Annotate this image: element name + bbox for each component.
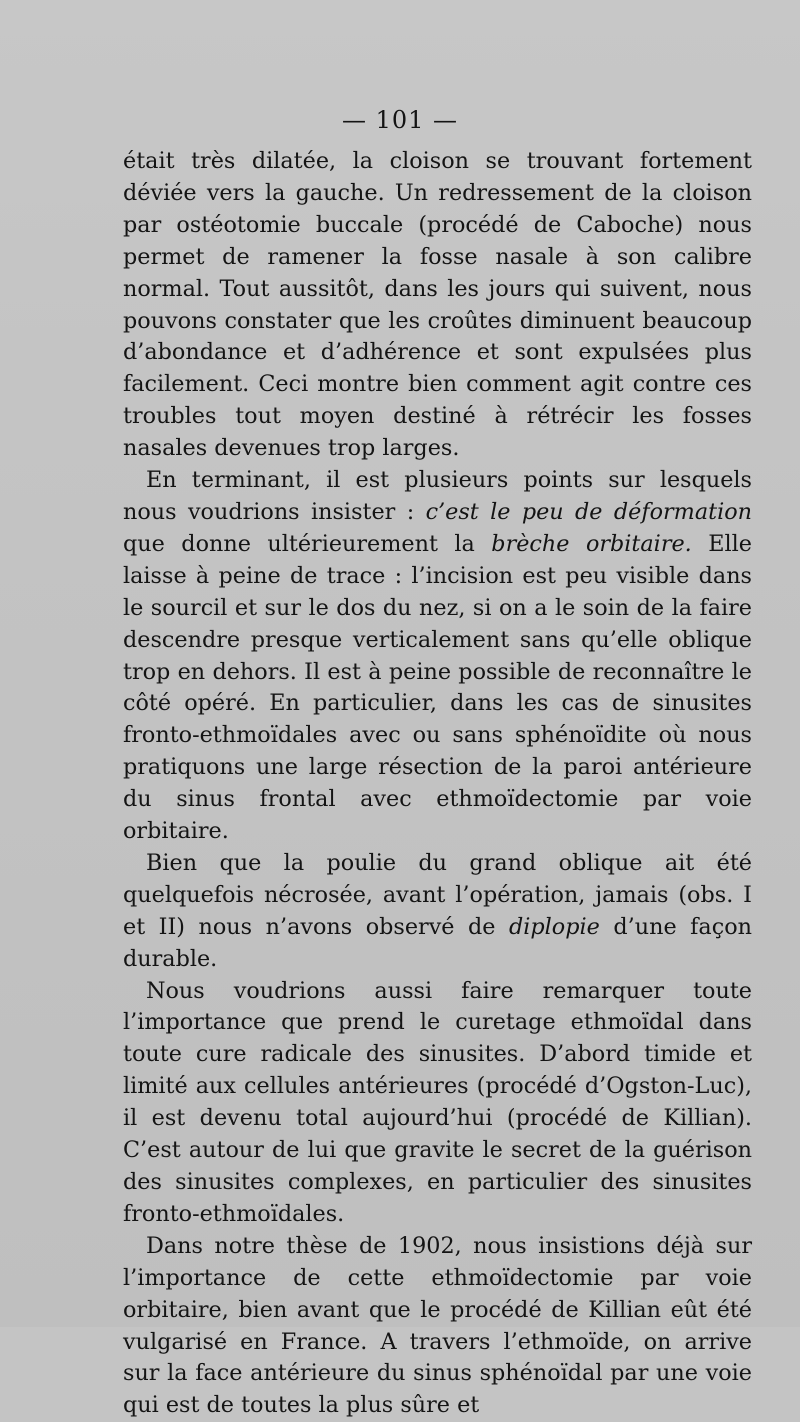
italic-text: c’est le peu de déformation: [425, 498, 752, 525]
paragraph: [123, 976, 752, 1231]
text-run: En terminant, il est plusieurs points sur lesquels nous voudrions insister :: [123, 467, 752, 525]
text-run: Elle laisse à peine de trace : l’incision est peu visible dans le sourcil et sur le dos du nez, si on a le soin de la faire descendre presque verticalement sans qu’elle oblique trop en dehors. Il est à peine possible de reconnaître le côté opéré. En particulier, dans les cas de sinusites fronto-ethmoïdales avec ou sans sphénoïdite où nous pratiquons une large résection de la paroi antérieure du sinus frontal avec ethmoïdectomie par voie orbitaire.: [123, 530, 752, 845]
text-run: était très dilatée, la cloison se trouvant fortement déviée vers la gauche. Un redressement de la cloison par ostéotomie buccale (procédé de Caboche) nous permet de ramener la fosse nasale à son calibre normal. Tout aussitôt, dans les jours qui suivent, nous pouvons constater que les croûtes diminuent beaucoup d’abondance et d’adhérence et sont expulsées plus facilement. Ceci montre bien comment agit contre ces troubles tout moyen destiné à rétrécir les fosses nasales devenues trop larges.: [123, 148, 752, 462]
page-number: — 101 —: [341, 106, 459, 134]
italic-text: diplopie: [509, 913, 600, 940]
text-run: que donne ultérieurement la: [123, 530, 492, 557]
body-text: [123, 146, 752, 1422]
text-run: Bien que la poulie du grand oblique ait été quelquefois nécrosée, avant l’opération, jamais (obs. I et II) nous n’avons observé de: [123, 849, 752, 940]
paragraph: [123, 465, 752, 848]
text-run: Dans notre thèse de 1902, nous insistions déjà sur l’importance de cette ethmoïdectomie par voie orbitaire, bien avant que le procédé de Killian eût été vulgarisé en France. A travers l’ethmoïde, on arrive sur la face antérieure du sinus sphénoïdal par une voie qui est de toutes la plus sûre et: [123, 1232, 752, 1419]
paragraph: [123, 146, 752, 465]
text-run: Nous voudrions aussi faire remarquer toute l’importance que prend le curetage ethmoïdal dans toute cure radicale des sinusites. D’abord timide et limité aux cellules antérieures (procédé d’Ogston-Luc), il est devenu total aujourd’hui (procédé de Killian). C’est autour de lui que gravite le secret de la guérison des sinusites complexes, en particulier des sinusites fronto-ethmoïdales.: [123, 977, 752, 1227]
italic-text: brèche orbitaire.: [491, 530, 692, 557]
paragraph: [123, 1231, 752, 1422]
text-run: d’une façon durable.: [123, 913, 752, 972]
paragraph: [123, 848, 752, 976]
